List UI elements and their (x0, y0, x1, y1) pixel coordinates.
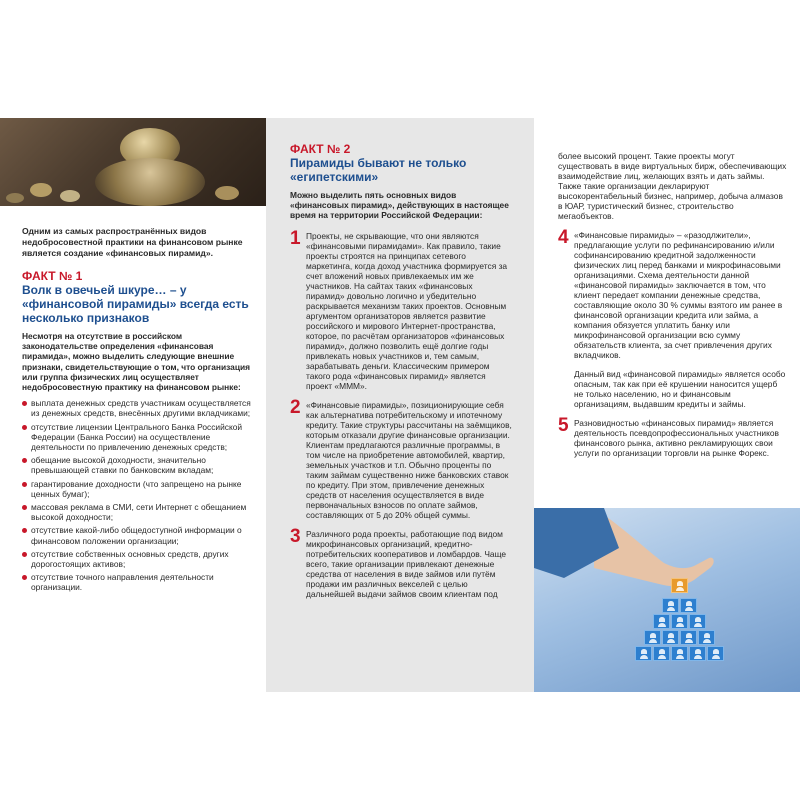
item-number: 3 (290, 525, 301, 547)
cube (662, 598, 679, 613)
pyramid-type-4 (558, 227, 788, 360)
pyramid-photo (534, 508, 800, 692)
cube (680, 630, 697, 645)
cube (680, 598, 697, 613)
fact1-number: ФАКТ № 1 (22, 269, 83, 283)
coin (6, 193, 24, 203)
item-number: 5 (558, 415, 569, 436)
pyramid-type-1 (290, 227, 512, 391)
cube (635, 646, 652, 661)
item-number: 1 (290, 227, 301, 249)
warning-paragraph (558, 369, 788, 409)
highlighted-cube (671, 578, 688, 593)
list-item: массовая реклама в СМИ, сети Интернет с обещанием высокой доходности; (22, 502, 254, 522)
pyramid-type-5 (558, 415, 788, 458)
list-item: отсутствие точного направления деятельности организации. (22, 572, 254, 592)
list-item: обещание высокой доходности, значительно превышающей ставки по банковским вкладам; (22, 455, 254, 475)
item-text: «Финансовые пирамиды» – «разодлжители», предлагающие услуги по рефинансированию и/или софинансированию кредитной задолженности физических лиц перед банками и микрофинасовыми организациями. Схема деятельности данной «финансовой пирамиды» заключается в том, что клиент передает компании денежные средства, составляющие около 30 % суммы взятого им ранее в финансовой организации кредита или займа, а компания обязуется уплатить банку или микрофинансовой организации всю сумму обязательств клиента, за счет привлечения других вкладчиков. (574, 230, 783, 360)
list-item: отсутствие собственных основных средств, других дорогостоящих активов; (22, 549, 254, 569)
cube (662, 630, 679, 645)
cube (644, 630, 661, 645)
continued-text: более высокий процент. Такие проекты могут существовать в виде виртуальных бирж, обеспечивающих взаимодействие лиц, желающих взять и дать займы. Также такие организации декларируют высокорентабельный бизнес, например, добыча алмазов в ЮАР, туристический бизнес, строительство мегаобъектов. (558, 151, 787, 221)
fact2-lead: Можно выделить пять основных видов «финансовых пирамид», действующих в настоящее время на территории Российской Федерации: (290, 190, 509, 221)
item-number: 4 (558, 227, 569, 248)
item-text: «Финансовые пирамиды», позиционирующие себя как альтернатива потребительскому и ипотечному кредиту. Такие структуры рассчитаны на заёмщиков, которым отказали другие финансовые организации. Клиентам предлагаются различные программы, в том числе на приобретение автомобилей, квартир, земельных участков и т.п. Обычно проценты по таким займам существенно ниже банковских ставок по кредиту. При этом, привлечение денежных средств от населения осуществляется в виде первоначальных взносов по оплате займов, составляющих от 5 до 20% общей суммы. (306, 399, 512, 520)
cube (671, 646, 688, 661)
item-number: 2 (290, 396, 301, 418)
fact2-title: Пирамиды бывают не только «египетскими» (290, 156, 467, 184)
fact2-number: ФАКТ № 2 (290, 142, 351, 156)
pyramid-type-3 (290, 525, 512, 599)
list-item: выплата денежных средств участникам осуществляется из денежных средств, внесённых другими вкладчиками; (22, 398, 254, 418)
fact1-lead: Несмотря на отсутствие в российском законодательстве определения «финансовая пирамида», можно выделить следующие внешние признаки, свидетельствующие о том, что организация или группа физических лиц осуществляет недобросовестную практику на финансовом рынке: (22, 331, 251, 393)
cube (698, 630, 715, 645)
coin (30, 183, 52, 197)
list-item: гарантирование доходности (что запрещено на рынке ценных бумаг); (22, 479, 254, 499)
item-text: Различного рода проекты, работающие под видом микрофинансовых организаций, кредитно-потребительских кооперативов и ломбардов. Чаще всего, такие организации привлекают денежные средства от населения в виде займов или путём продажи им различных векселей с целью дальнейшей выдачи займов своим клиентам под (306, 528, 507, 599)
column-left (0, 118, 266, 692)
signs-list (22, 398, 254, 592)
intro-text: Одним из самых распространённых видов недобросовестной практики на финансовом рынке является создание «финансовых пирамид». (22, 226, 243, 258)
item-text: Проекты, не скрывающие, что они являются «финансовыми пирамидами». Как правило, такие проекты строятся на принципах сетевого маркетинга, когда доход участника формируется за счет вложений новых привлекаемых им же участников. На сайтах таких «финансовых пирамид» довольно логично и убедительно раскрывается механизм таких проектов. Основным аргументом организаторов является развитие российского и мирового Интернет-пространства, которое, по расчётам организаторов «финансовых пирамид», должно позволить ещё долгие годы привлекать новых участников и, тем самым, зарабатывать деньги. Классическим примером такого рода «финансовых пирамид» является проект «МММ». (306, 230, 508, 391)
list-item: отсутствие какой-либо общедоступной информации о финансовом положении организации; (22, 525, 254, 545)
cube (689, 646, 706, 661)
fact1-title: Волк в овечьей шкуре… – у «финансовой пирамиды» всегда есть несколько признаков (22, 283, 249, 325)
coin (60, 190, 80, 202)
cube (653, 646, 670, 661)
item-text: Разновидностью «финансовых пирамид» является деятельность псевдопрофессиональных участников финансового рынка, активно рекламирующих свои услуги по организации торговли на рынке Форекс. (574, 418, 779, 458)
coin-pile-base (95, 158, 205, 206)
cube (653, 614, 670, 629)
cube (689, 614, 706, 629)
list-item: отсутствие лицензии Центрального Банка Российской Федерации (Банка России) на осуществление деятельности по привлечению денежных средств; (22, 422, 254, 453)
cube (707, 646, 724, 661)
cube (671, 614, 688, 629)
column-middle (266, 118, 534, 692)
col1-text (22, 226, 254, 596)
coins-photo (0, 118, 266, 206)
coin (215, 186, 239, 200)
pyramid-type-2 (290, 396, 512, 520)
item-text: Данный вид «финансовой пирамиды» является особо опасным, так как при её крушении наносится ущерб не только населению, но и финансовым организациям, выдавшим кредиты и займы. (574, 369, 786, 409)
